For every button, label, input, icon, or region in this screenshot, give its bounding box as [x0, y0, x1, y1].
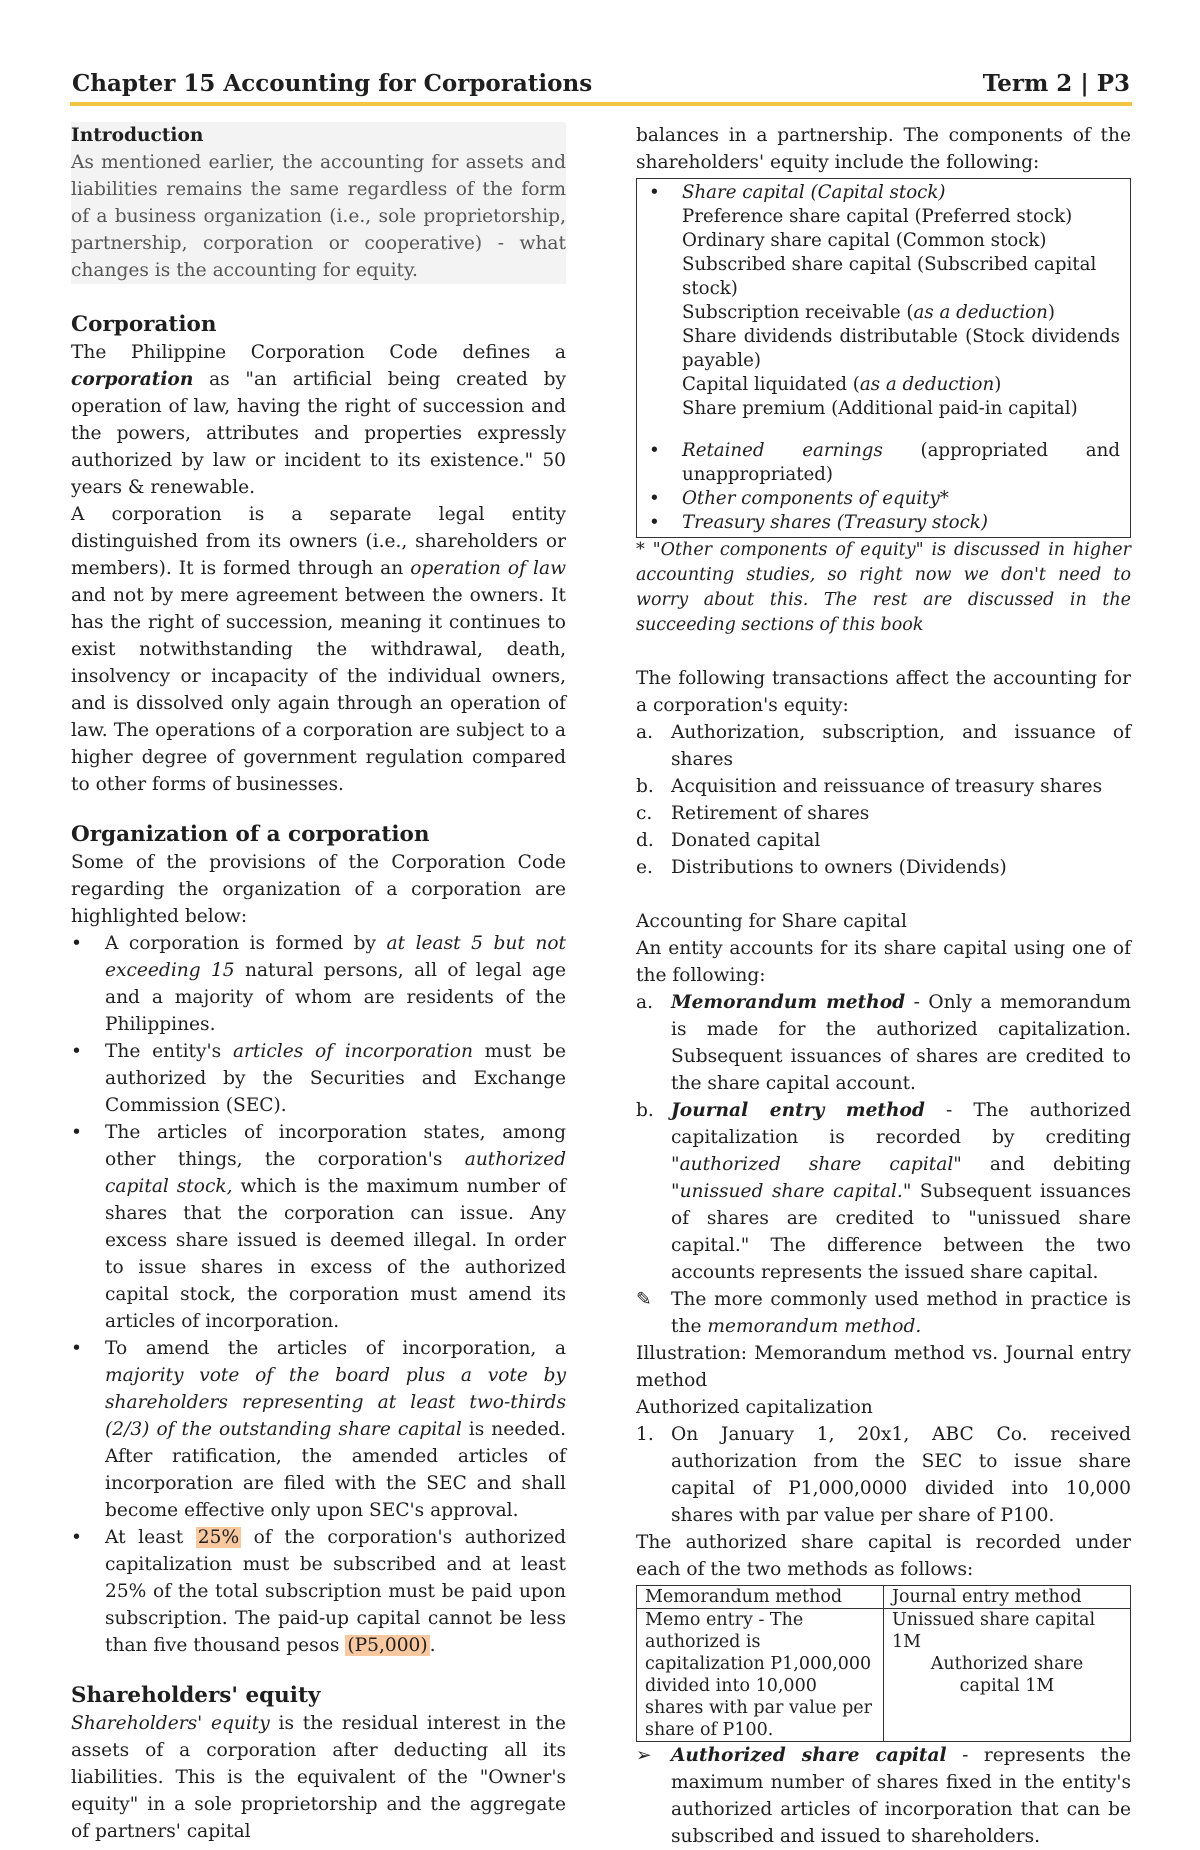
- illustration-label: Illustration: Memorandum method vs. Journal entry method: [636, 1343, 1131, 1391]
- share-capital-intro: An entity accounts for its share capital using one of the following:: [636, 938, 1131, 986]
- list-item: Subscribed share capital (Subscribed capital stock): [682, 254, 1097, 299]
- footnote: * "Other components of equity" is discussed in higher accounting studies, so right now we don't need to worry about this. The rest are discussed in the succeeding sections of this book: [636, 540, 1131, 635]
- equity-components-box: [636, 178, 1131, 538]
- page-header: [70, 68, 1132, 106]
- bullet-icon: •: [649, 182, 660, 203]
- highlight-25-percent: 25%: [197, 1527, 240, 1548]
- corporation-definition: The Philippine Corporation Code defines a corporation as "an artificial being created by operation of law, having the right of succession and the powers, attributes and properties expressly authorized by law or incident to its existence." 50 years & renewable.: [71, 342, 566, 498]
- list-item: e. Distributions to owners (Dividends): [636, 857, 1007, 878]
- introduction-text: As mentioned earlier, the accounting for assets and liabilities remains the same regardless of the form of a business organization (i.e., sole proprietorship, partnership, corporation or cooperative) - what changes is the accounting for equity.: [71, 149, 566, 284]
- left-column: [71, 122, 566, 1845]
- bullet-icon: •: [71, 933, 82, 954]
- corporation-description: A corporation is a separate legal entity distinguished from its owners (i.e., shareholders or members). It is formed through an operation of law and not by mere agreement between the owners. It has the right of succession, meaning it continues to exist notwithstanding the withdrawal, death, insolvency or incapacity of the individual owners, and is dissolved only again through an operation of law. The operations of a corporation are subject to a higher degree of government regulation compared to other forms of businesses.: [71, 504, 566, 795]
- organization-list: [71, 930, 566, 1659]
- list-item: a. Authorization, subscription, and issuance of shares: [636, 722, 1131, 770]
- bullet-icon: •: [649, 440, 660, 461]
- corporation-heading: Corporation: [71, 312, 217, 337]
- list-item: Preference share capital (Preferred stock): [682, 206, 1073, 227]
- list-item: • To amend the articles of incorporation, a majority vote of the board plus a vote by shareholders representing at least two-thirds (2/3) of the outstanding share capital is needed. After ratification, the amended articles of incorporation are filed with the SEC and shall become effective only upon SEC's approval.: [71, 1335, 566, 1524]
- organization-heading: Organization of a corporation: [71, 822, 430, 847]
- bullet-icon: •: [71, 1338, 82, 1359]
- list-item: Subscription receivable (as a deduction): [682, 302, 1055, 323]
- table-cell: Memo entry - The authorized is capitalization P1,000,000 divided into 10,000 shares with par value per share of P100.: [637, 1609, 884, 1742]
- arrow-icon: ➢: [636, 1745, 652, 1766]
- equity-definition: Shareholders' equity is the residual interest in the assets of a corporation after deducting all its liabilities. This is the equivalent of the "Owner's equity" in a sole proprietorship and the aggregate of partners' capital: [71, 1713, 566, 1842]
- methods-table: [636, 1585, 1131, 1742]
- recorded-text: The authorized share capital is recorded under each of the two methods as follows:: [636, 1532, 1131, 1580]
- list-item: Share dividends distributable (Stock dividends payable): [682, 326, 1120, 371]
- right-column: [636, 122, 1131, 1850]
- chapter-title: Chapter 15 Accounting for Corporations: [72, 70, 593, 97]
- equity-heading: Shareholders' equity: [71, 1683, 321, 1708]
- table-header: Journal entry method: [884, 1586, 1131, 1609]
- authorized-list: [636, 1742, 1131, 1850]
- list-item: • The entity's articles of incorporation must be authorized by the Securities and Exchange Commission (SEC).: [71, 1038, 566, 1119]
- list-item: c. Retirement of shares: [636, 803, 870, 824]
- highlight-p5000: (P5,000): [347, 1635, 428, 1656]
- list-item: a. Memorandum method - Only a memorandum is made for the authorized capitalization. Subsequent issuances of shares are credited to the share capital account.: [636, 992, 1131, 1094]
- bullet-icon: •: [71, 1122, 82, 1143]
- introduction-heading: Introduction: [71, 122, 566, 149]
- bullet-icon: •: [71, 1527, 82, 1548]
- bullet-icon: •: [71, 1041, 82, 1062]
- share-capital-heading: Accounting for Share capital: [636, 911, 907, 932]
- list-item: Capital liquidated (as a deduction): [682, 374, 1002, 395]
- transactions-list: [636, 719, 1131, 881]
- list-item: ➢ Authorized share capital - represents the maximum number of shares fixed in the entity's authorized articles of incorporation that can be subscribed and issued to shareholders.: [636, 1742, 1131, 1850]
- list-item: • Retained earnings (appropriated and unappropriated): [649, 440, 1120, 485]
- bullet-icon: •: [649, 488, 660, 509]
- table-header: Memorandum method: [637, 1586, 884, 1609]
- list-item: • Other components of equity*: [649, 488, 949, 509]
- list-item: • The articles of incorporation states, among other things, the corporation's authorized capital stock, which is the maximum number of shares that the corporation can issue. Any excess share issued is deemed illegal. In order to issue shares in excess of the authorized capital stock, the corporation must amend its articles of incorporation.: [71, 1119, 566, 1335]
- pencil-icon: ✎: [636, 1289, 652, 1310]
- organization-intro: Some of the provisions of the Corporation Code regarding the organization of a corporation are highlighted below:: [71, 852, 566, 927]
- list-item: • Treasury shares (Treasury stock): [649, 512, 988, 533]
- list-item: b. Acquisition and reissuance of treasury shares: [636, 776, 1103, 797]
- list-item: • A corporation is formed by at least 5 but not exceeding 15 natural persons, all of legal age and a majority of whom are residents of the Philippines.: [71, 930, 566, 1038]
- table-cell: Unissued share capital 1M Authorized share capital 1M: [884, 1609, 1131, 1742]
- list-item: ✎ The more commonly used method in practice is the memorandum method.: [636, 1286, 1131, 1340]
- term-page-label: Term 2 | P3: [982, 70, 1130, 97]
- methods-list: [636, 989, 1131, 1340]
- list-item: • Share capital (Capital stock): [649, 182, 946, 203]
- bullet-icon: •: [649, 512, 660, 533]
- authorized-capitalization-label: Authorized capitalization: [636, 1397, 873, 1418]
- illustration-list: [636, 1421, 1131, 1529]
- equity-definition-continued: balances in a partnership. The components of the shareholders' equity include the following:: [636, 125, 1131, 173]
- list-item: Ordinary share capital (Common stock): [682, 230, 1047, 251]
- transactions-intro: The following transactions affect the accounting for a corporation's equity:: [636, 668, 1131, 716]
- list-item: 1. On January 1, 20x1, ABC Co. received authorization from the SEC to issue share capital of P1,000,0000 divided into 10,000 shares with par value per share of P100.: [636, 1424, 1131, 1526]
- list-item: Share premium (Additional paid-in capital): [682, 398, 1078, 419]
- list-item: • At least 25% of the corporation's authorized capitalization must be subscribed and at least 25% of the total subscription must be paid upon subscription. The paid-up capital cannot be less than five thousand pesos (P5,000) .: [71, 1524, 566, 1659]
- list-item: b. Journal entry method - The authorized capitalization is recorded by crediting "authorized share capital" and debiting "unissued share capital." Subsequent issuances of shares are credited to "unissued share capital." The difference between the two accounts represents the issued share capital.: [636, 1100, 1131, 1283]
- list-item: d. Donated capital: [636, 830, 821, 851]
